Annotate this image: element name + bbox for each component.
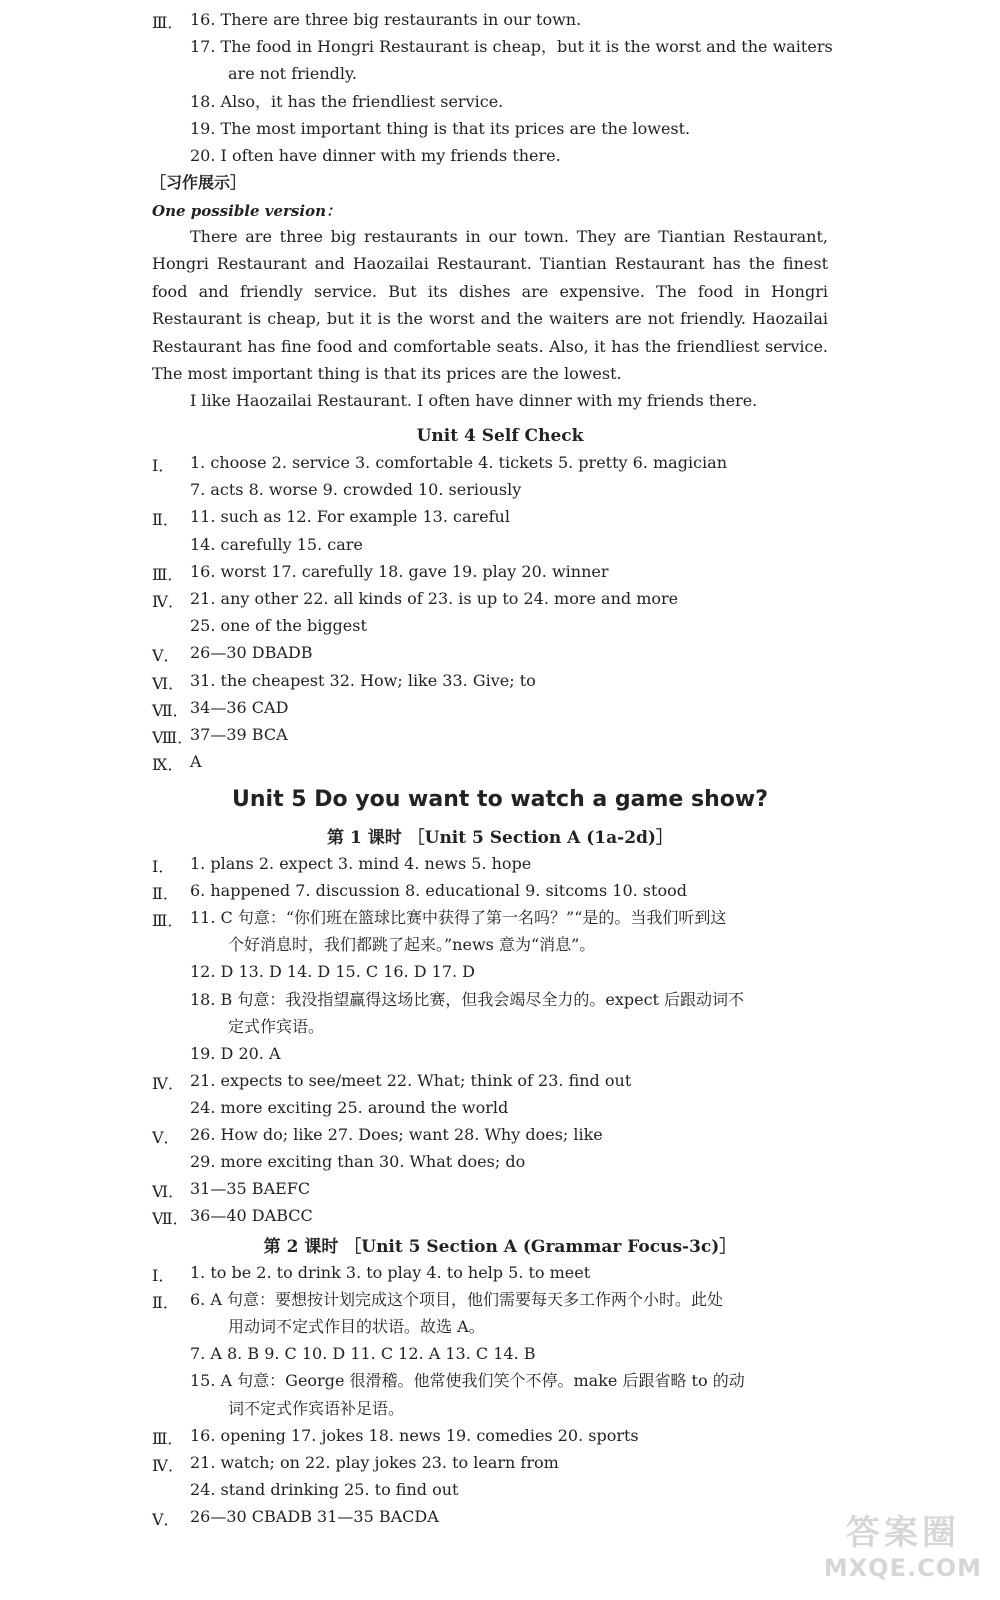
answer-line: 18. Also，it has the friendliest service.: [190, 92, 504, 111]
answer-line: 24. more exciting 25. around the world: [190, 1097, 509, 1117]
answer-line: 1. choose 2. service 3. comfortable 4. tickets 5. pretty 6. magician: [190, 453, 727, 472]
section-label: Ⅱ．: [152, 510, 179, 530]
essay-paragraph: I like Haozailai Restaurant. I often have dinner with my friends there.: [190, 391, 758, 411]
watermark-bottom: MXQE.COM: [823, 1554, 982, 1582]
answer-line: 36—40 DABCC: [190, 1206, 313, 1226]
section-label: Ⅲ．: [152, 1428, 184, 1448]
essay-paragraph: There are three big restaurants in our town. They are Tiantian Restaurant, Hongri Restaurant and Haozailai Restaurant. Tiantian Restaurant has the finest food and friendly service. But its dishes are expensive. The food in Hongri Restaurant is cheap, but it is the worst and the waiters are not friendly. Haozailai Restaurant has fine food and comfortable seats. Also, it has the friendliest service. The most important thing is that its prices are the lowest.: [152, 227, 828, 384]
answer-line: 11. C 句意：“你们班在篮球比赛中获得了第一名吗？”“是的。当我们听到这: [190, 908, 727, 928]
version-label: One possible version：: [152, 202, 341, 220]
answer-line: 21. watch; on 22. play jokes 23. to learn from: [190, 1452, 559, 1472]
section-label: Ⅱ．: [152, 884, 179, 904]
showcase-label: ［习作展示］: [150, 173, 247, 192]
answer-line: 1. plans 2. expect 3. mind 4. news 5. hope: [190, 854, 532, 873]
answer-line: 21. expects to see/meet 22. What; think of 23. find out: [190, 1070, 632, 1090]
section-label: Ⅶ．: [152, 1209, 189, 1229]
answer-line: 26. How do; like 27. Does; want 28. Why does; like: [190, 1125, 603, 1144]
section-label: Ⅵ．: [152, 673, 185, 693]
answer-line: 个好消息时，我们都跳了起来。”news 意为“消息”。: [228, 935, 596, 955]
answer-line: 7. A 8. B 9. C 10. D 11. C 12. A 13. C 14. B: [190, 1344, 536, 1364]
lesson2-title: 第 2 课时 ［Unit 5 Section A (Grammar Focus-3c)］: [263, 1237, 737, 1257]
section-label: Ⅱ．: [152, 1293, 179, 1313]
section-label: Ⅲ．: [152, 911, 184, 931]
answer-line: 24. stand drinking 25. to find out: [190, 1479, 459, 1499]
section-label: Ⅰ．: [152, 456, 175, 475]
answer-line: 6. A 句意：要想按计划完成这个项目，他们需要每天多工作两个小时。此处: [190, 1290, 723, 1310]
answer-line: 37—39 BCA: [190, 725, 288, 744]
answer-line: 15. A 句意：George 很滑稽。他常使我们笑个不停。make 后跟省略 to 的动: [190, 1371, 745, 1391]
answer-line: 29. more exciting than 30. What does; do: [190, 1152, 526, 1172]
answer-line: 26—30 DBADB: [190, 643, 313, 663]
answer-line: 18. B 句意：我没指望赢得这场比赛，但我会竭尽全力的。expect 后跟动词不: [190, 989, 745, 1009]
section-label: Ⅳ．: [152, 1073, 184, 1093]
answer-line: 1. to be 2. to drink 3. to play 4. to help 5. to meet: [190, 1263, 591, 1282]
answer-line: 12. D 13. D 14. D 15. C 16. D 17. D: [190, 962, 475, 982]
section-label: Ⅰ．: [152, 857, 175, 876]
answer-line: 21. any other 22. all kinds of 23. is up to 24. more and more: [190, 589, 679, 608]
section-label: Ⅴ．: [152, 1128, 180, 1147]
section-label: Ⅳ．: [152, 592, 184, 611]
section-label: Ⅵ．: [152, 1182, 185, 1202]
answer-line: A: [190, 752, 202, 772]
section-label: Ⅷ．: [152, 728, 194, 747]
section-label: Ⅶ．: [152, 700, 189, 720]
answer-line: 16. opening 17. jokes 18. news 19. comedies 20. sports: [190, 1425, 639, 1445]
answer-line: 31. the cheapest 32. How; like 33. Give; to: [190, 670, 536, 690]
section-label: Ⅴ．: [152, 1509, 180, 1529]
lesson1-title: 第 1 课时 ［Unit 5 Section A (1a-2d)］: [327, 828, 673, 848]
answer-line: 31—35 BAEFC: [190, 1179, 311, 1199]
answer-line: 14. carefully 15. care: [190, 534, 363, 554]
answer-line: 19. The most important thing is that its prices are the lowest.: [190, 119, 691, 138]
answer-line: 34—36 CAD: [190, 697, 289, 717]
answer-line: 11. such as 12. For example 13. careful: [190, 507, 510, 527]
answer-line: 26—30 CBADB 31—35 BACDA: [190, 1506, 439, 1526]
sample-essay: [152, 223, 828, 415]
answer-line: 19. D 20. A: [190, 1043, 281, 1063]
watermark-logo: [824, 1505, 982, 1582]
answer-line: 16. There are three big restaurants in our town.: [190, 10, 582, 29]
answer-line: 6. happened 7. discussion 8. educational 9. sitcoms 10. stood: [190, 881, 687, 901]
section-label: Ⅳ．: [152, 1455, 184, 1475]
answer-line: 定式作宾语。: [228, 1016, 325, 1036]
answer-line: are not friendly.: [228, 64, 358, 83]
unit5-title: Unit 5 Do you want to watch a game show?: [232, 787, 768, 812]
answer-line: 20. I often have dinner with my friends there.: [190, 146, 561, 165]
section-label: Ⅰ．: [152, 1266, 175, 1285]
answer-line: 17. The food in Hongri Restaurant is cheap，but it is the worst and the waiters: [190, 37, 833, 56]
answer-line: 词不定式作宾语补足语。: [228, 1398, 405, 1418]
section-label: Ⅴ．: [152, 646, 180, 666]
unit4-title: Unit 4 Self Check: [416, 426, 584, 446]
section-label: Ⅲ．: [152, 564, 184, 584]
answer-line: 25. one of the biggest: [190, 616, 367, 636]
section-label: Ⅲ．: [152, 13, 184, 32]
watermark-top: 答案圈: [845, 1513, 960, 1553]
answer-line: 7. acts 8. worse 9. crowded 10. seriously: [190, 480, 522, 500]
section-label: Ⅸ．: [152, 755, 184, 775]
answer-line: 16. worst 17. carefully 18. gave 19. play 20. winner: [190, 561, 609, 581]
answer-line: 用动词不定式作目的状语。故选 A。: [228, 1317, 485, 1337]
